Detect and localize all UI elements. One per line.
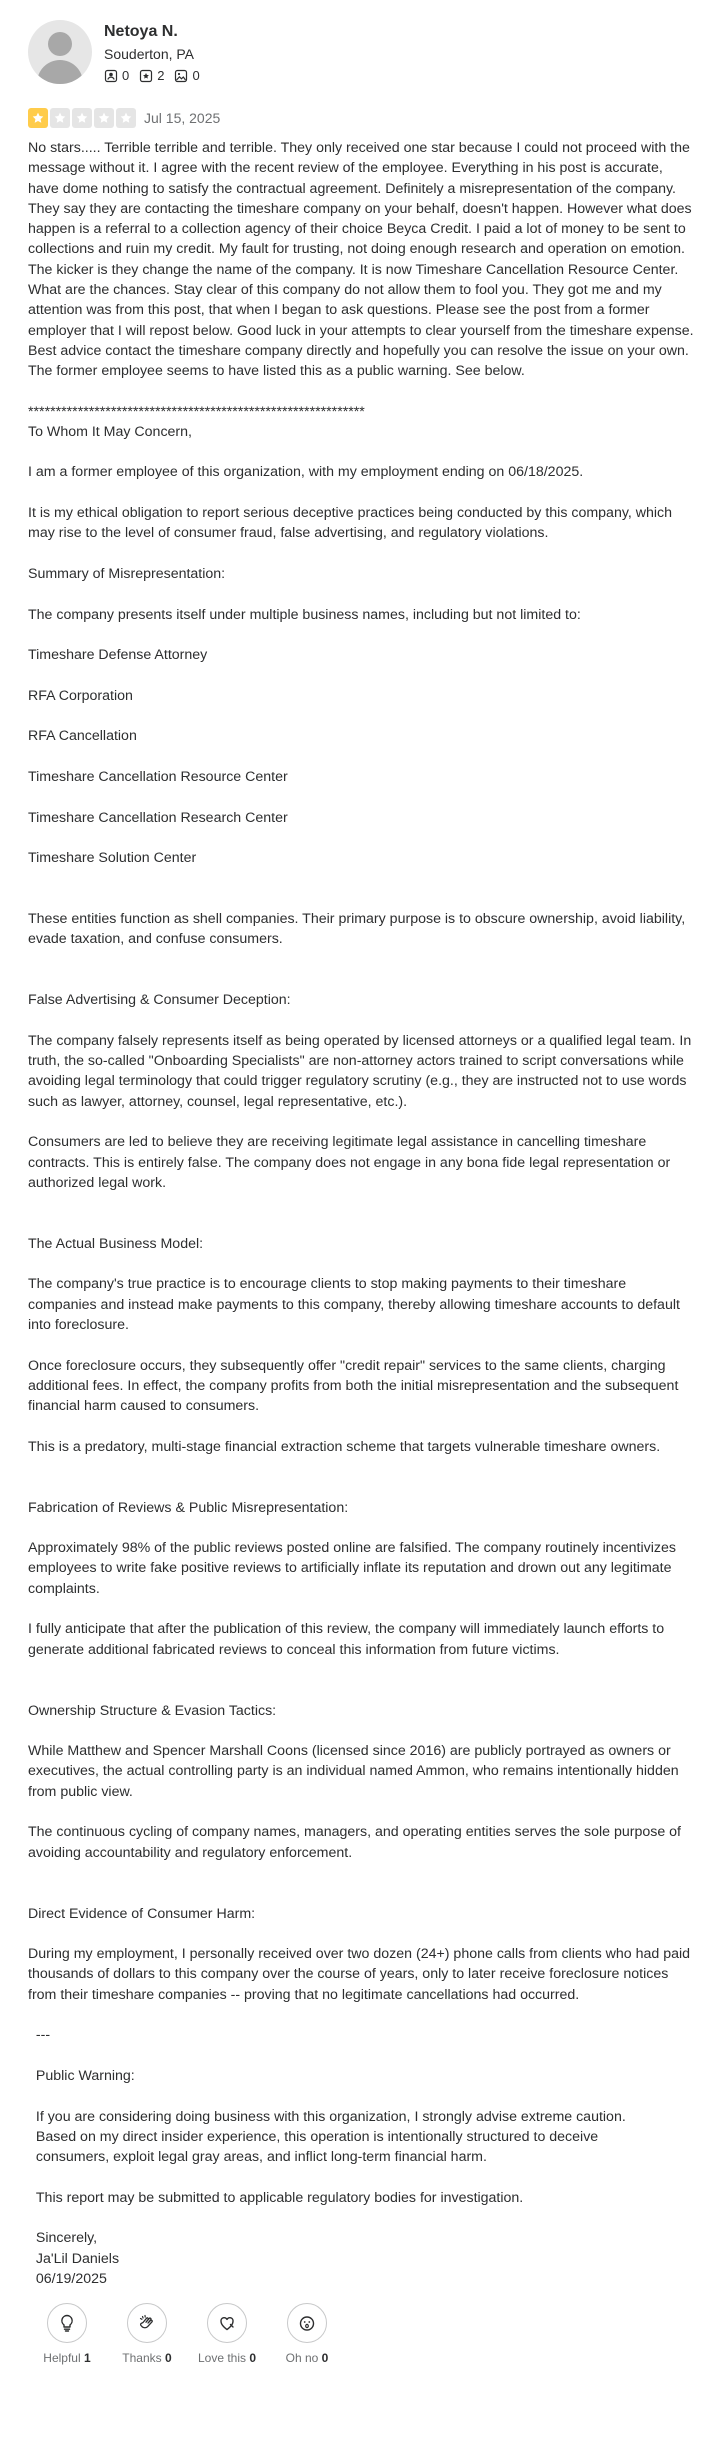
review-text — [28, 138, 696, 2289]
reaction-love[interactable] — [196, 2303, 258, 2365]
avatar-head-shape — [48, 32, 72, 56]
user-name[interactable]: Netoya N. — [104, 23, 178, 40]
review-date: Jul 15, 2025 — [144, 110, 221, 126]
friends-icon — [104, 69, 118, 83]
avatar[interactable] — [28, 20, 92, 84]
star-icon — [116, 108, 136, 128]
reviews-count: 2 — [157, 68, 165, 83]
friends-stat — [104, 68, 129, 83]
surprised-face-icon — [297, 2313, 317, 2333]
reaction-helpful[interactable] — [36, 2303, 98, 2365]
clapping-hands-icon — [137, 2313, 157, 2333]
lightbulb-icon — [57, 2313, 77, 2333]
review-star-icon — [139, 69, 153, 83]
reaction-thanks-label: Thanks 0 — [122, 2351, 172, 2366]
review-paragraph-main: No stars..... Terrible terrible and terrible. They only received one star because I could not proceed with the message without it. I agree with the recent review of the employee. Everything in his post is accurate, have dome nothing to satisfy the contractual agreement. Definitely a misrepresentation of the company. They say they are contacting the timeshare company on your behalf, doesn't happen. However what does happen is a referral to a collection agency of their choice Beyca Credit. I paid a lot of money to be sent to collections and ruin my credit. My fault for trusting, not doing enough research and operation on emotion. The kicker is they change the name of the company. It is now Timeshare Cancellation Resource Center. What are the chances. Stay clear of this company do not allow them to fool you. They got me and my attention was from this post, that when I began to ask questions. Please see the post from a former employer that I will repost below. Good luck in your attempts to clear yourself from the timeshare expense. Best advice contact the timeshare company directly and hopefully you can resolve the issue on your own. The former employee seems to have listed this as a public warning. See below. — [28, 140, 698, 380]
reaction-ohno[interactable] — [276, 2303, 338, 2365]
star-icon — [72, 108, 92, 128]
reviews-stat — [139, 68, 164, 83]
star-icon — [94, 108, 114, 128]
user-info — [104, 20, 200, 83]
star-rating — [28, 108, 136, 128]
friends-count: 0 — [122, 68, 130, 83]
avatar-body-shape — [37, 60, 83, 84]
reaction-thanks-button[interactable] — [127, 2303, 167, 2343]
review-paragraph-repost: ************************************************************* To Whom It May Concern, I am a former employee of this organization, with my employment ending on 06/18/2025. It is my ethical obligation to report serious deceptive practices being conducted by this company, which may rise to the level of consumer fraud, false advertising, and regulatory violations. Summary of Misrepresentation: The company presents itself under multiple business names, including but not limited to: Timeshare Defense Attorney RFA Corporation RFA Cancellation Timeshare Cancellation Resource Center Timeshare Cancellation Research Center Timeshare Solution Center These entities function as shell companies. Their primary purpose is to obscure ownership, avoid liability, evade taxation, and confuse consumers. False Advertising & Consumer Deception: The company falsely represents itself as being operated by licensed attorneys or a qualified legal team. In truth, the so-called "Onboarding Specialists" are non-attorney actors trained to script conversations while avoiding legal terminology that could trigger regulatory scrutiny (e.g., they are instructed not to use words such as lawyer, attorney, counsel, legal representative, etc.). Consumers are led to believe they are receiving legitimate legal assistance in cancelling timeshare contracts. This is entirely false. The company does not engage in any bona fide legal representation or authorized legal work. The Actual Business Model: The company's true practice is to encourage clients to stop making payments to their timeshare companies and instead make payments to this company, thereby allowing timeshare accounts to default into foreclosure. Once foreclosure occurs, they subsequently offer "credit repair" services to the same clients, charging additional fees. In effect, the company profits from both the initial misrepresentation and the subsequent financial harm caused to consumers. This is a predatory, multi-stage financial extraction scheme that targets vulnerable timeshare owners. Fabrication of Reviews & Public Misrepresentation: Approximately 98% of the public reviews posted online are falsified. The company routinely incentivizes employees to write fake positive reviews to artificially inflate its reputation and drown out any legitimate complaints. I fully anticipate that after the publication of this review, the company will immediately launch efforts to generate additional fabricated reviews to conceal this information from future victims. Ownership Structure & Evasion Tactics: While Matthew and Spencer Marshall Coons (licensed since 2016) are publicly portrayed as owners or executives, the actual controlling party is an individual named Ammon, who remains intentionally hidden from public view. The continuous cycling of company names, managers, and operating entities serves the sole purpose of avoiding accountability and regulatory enforcement. Direct Evidence of Consumer Harm: During my employment, I personally received over two dozen (24+) phone calls from clients who had paid thousands of dollars to this company over the course of years, only to later receive foreclosure notices from their timeshare companies -- proving that no legitimate cancellations had occurred. --- Public Warning: If you are considering doing business with this organization, I strongly advise extreme caution. Based on my direct insider experience, this operation is intentionally structured to deceive consumers, exploit legal gray areas, and inflict long-term financial harm. This report may be submitted to applicable regulatory bodies for investigation. Sincerely, Ja'Lil Daniels 06/19/2025 — [28, 403, 692, 2287]
star-icon — [28, 108, 48, 128]
rating-row — [28, 108, 693, 128]
reaction-love-label: Love this 0 — [197, 2351, 257, 2366]
reviewer-header — [28, 20, 693, 84]
user-stats — [104, 68, 200, 83]
user-location: Souderton, PA — [104, 46, 195, 62]
reaction-ohno-label: Oh no 0 — [285, 2351, 329, 2366]
photos-stat — [174, 68, 199, 83]
reaction-ohno-button[interactable] — [287, 2303, 327, 2343]
star-icon — [50, 108, 70, 128]
reaction-helpful-label: Helpful 1 — [43, 2351, 91, 2366]
reaction-bar — [28, 2303, 693, 2365]
heart-icon — [217, 2313, 237, 2333]
reaction-helpful-button[interactable] — [47, 2303, 87, 2343]
photos-count: 0 — [192, 68, 200, 83]
reaction-thanks[interactable] — [116, 2303, 178, 2365]
reaction-love-button[interactable] — [207, 2303, 247, 2343]
photo-icon — [174, 69, 188, 83]
